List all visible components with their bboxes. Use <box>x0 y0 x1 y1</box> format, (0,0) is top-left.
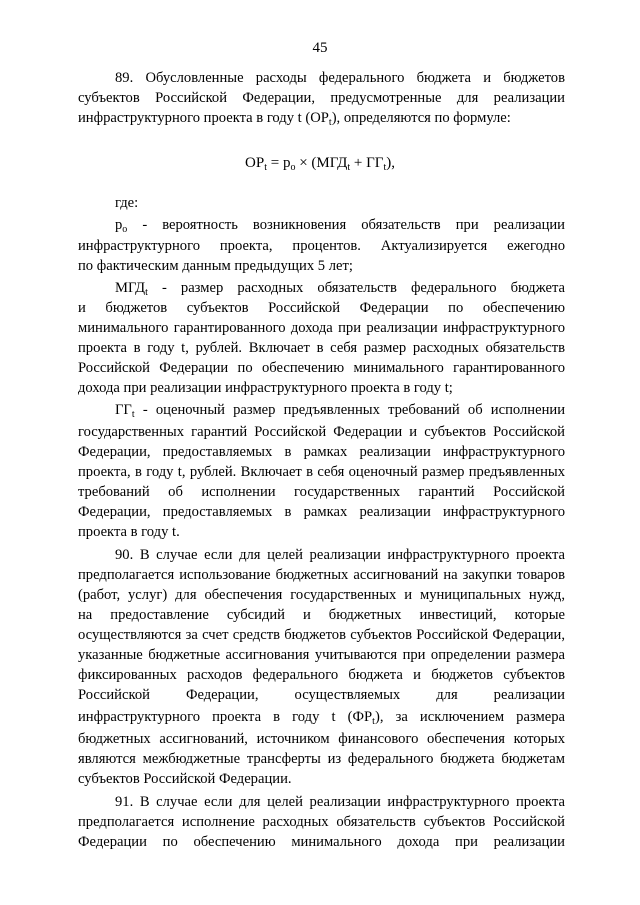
subscript: t <box>145 287 148 298</box>
text-line: дохода при реализации инфраструктурного проекта в году t; <box>78 380 453 396</box>
text-span: - вероятность возникновения обязательств при реализации <box>127 217 565 233</box>
text-span: - размер расходных обязательств федерального бюджета <box>147 280 565 296</box>
text-line: являются межбюджетные трансферты из федерального бюджета бюджетам <box>78 751 565 767</box>
formula-part: + <box>350 155 367 171</box>
subscript: t <box>328 117 332 128</box>
formula-part: × ( <box>295 155 317 171</box>
formula-part: p <box>282 155 291 171</box>
text-line: требований об исполнении государственных гарантий Российской <box>78 484 565 500</box>
text-line: 91. В случае если для целей реализации инфраструктурного проекта <box>115 794 565 810</box>
text-line: минимального гарантированного дохода при реализации инфраструктурного <box>78 320 565 336</box>
formula-part: ГГ <box>366 155 384 171</box>
text-span: ), за исключением размера <box>374 709 565 725</box>
formula-part: МГД <box>316 155 348 171</box>
text-line: субъектов Российской Федерации. <box>78 771 292 787</box>
symbol: МГД <box>115 280 146 296</box>
formula <box>0 152 640 174</box>
text-line <box>115 215 565 235</box>
text-line: субъектов Российской Федерации, предусмотренные для реализации <box>78 90 565 106</box>
text-line: предполагается исполнение расходных обязательств субъектов Российской <box>78 814 565 830</box>
subscript: o <box>290 162 296 173</box>
text-line: указанные бюджетные ассигнования учитываются при определении размера <box>78 647 565 663</box>
text-line: Федерации, предоставляемых в рамках реализации инфраструктурного <box>78 444 565 460</box>
subscript: t <box>372 716 375 727</box>
symbol: p <box>115 217 123 233</box>
symbol: ГГ <box>115 402 132 418</box>
text-span: инфраструктурного проекта в году t (ОР <box>78 110 329 126</box>
text-line: осуществляются за счет средств бюджетов субъектов Российской Федерации, <box>78 627 565 643</box>
text-line: государственных гарантий Российской Федерации и субъектов Российской <box>78 424 565 440</box>
formula-part: ), <box>386 155 395 171</box>
text-line: где: <box>115 195 139 211</box>
text-line: по фактическим данным предыдущих 5 лет; <box>78 258 353 274</box>
text-line <box>78 707 565 727</box>
text-line: Федерации, предоставляемых в рамках реализации инфраструктурного <box>78 504 565 520</box>
subscript: t <box>264 162 267 173</box>
formula-part: = <box>266 155 283 171</box>
text-line: инфраструктурного проекта, процентов. Актуализируется ежегодно <box>78 238 565 254</box>
text-line: на предоставление субсидий и бюджетных инвестиций, которые <box>78 607 565 623</box>
subscript: t <box>383 162 387 173</box>
subscript: t <box>347 162 351 173</box>
text-line: 90. В случае если для целей реализации инфраструктурного проекта <box>115 547 565 563</box>
text-line <box>115 400 565 420</box>
subscript: t <box>131 409 135 420</box>
text-line: Российской Федерации, осуществляемых для реализации <box>78 687 565 703</box>
text-line: 89. Обусловленные расходы федерального бюджета и бюджетов <box>115 70 565 86</box>
text-line: предполагается использование бюджетных ассигнований на закупки товаров <box>78 567 565 583</box>
text-line: проекта, в году t, рублей. Включает в себя оценочный размер предъявленных <box>78 464 565 480</box>
text-line: фиксированных расходов федерального бюджета и бюджетов субъектов <box>78 667 565 683</box>
page-number: 45 <box>312 40 328 56</box>
subscript: o <box>122 224 128 235</box>
text-line: Федерации по обеспечению минимального дохода при реализации <box>78 834 565 850</box>
text-span: - оценочный размер предъявленных требований об исполнении <box>134 402 565 418</box>
text-line: проекта в году t. <box>78 524 180 540</box>
text-line: Российской Федерации по обеспечению минимального гарантированного <box>78 360 565 376</box>
text-line <box>78 108 565 128</box>
text-span: инфраструктурного проекта в году t (ФР <box>78 709 373 725</box>
text-line: проекта в году t, рублей. Включает в себя размер расходных обязательств <box>78 340 565 356</box>
text-span: ), определяются по формуле: <box>331 110 511 126</box>
text-line: и бюджетов субъектов Российской Федерации по обеспечению <box>78 300 565 316</box>
text-line: (работ, услуг) для обеспечения государственных и муниципальных нужд, <box>78 587 565 603</box>
text-line: бюджетных ассигнований, источником финансового обеспечения которых <box>78 731 565 747</box>
formula-part: ОР <box>245 155 265 171</box>
text-line <box>115 278 565 298</box>
